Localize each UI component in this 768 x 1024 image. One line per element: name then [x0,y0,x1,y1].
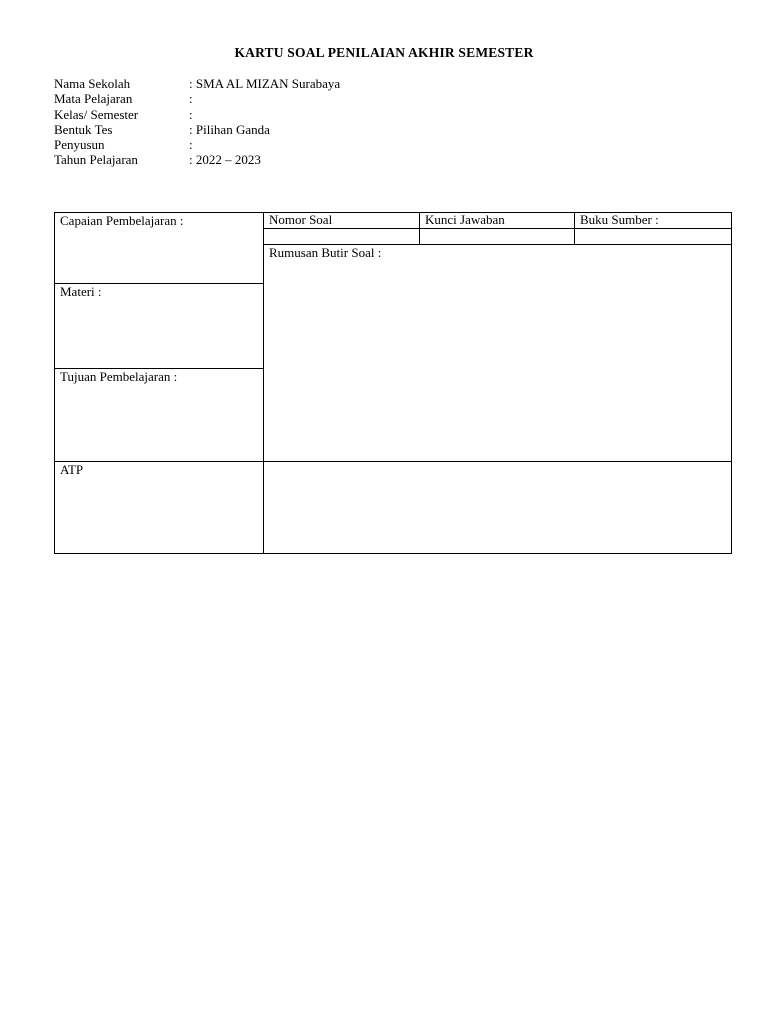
buku-sumber-value[interactable] [574,228,732,245]
atp-label: ATP [60,462,84,477]
tujuan-pembelajaran-label: Tujuan Pembelajaran : [60,369,178,384]
info-value: : 2022 – 2023 [189,152,261,168]
kunci-jawaban-label: Kunci Jawaban [425,212,505,227]
capaian-pembelajaran-cell [54,212,264,284]
header-info [54,76,340,168]
info-label: Nama Sekolah [54,76,131,91]
info-row-bentuk-tes [54,122,340,137]
info-row-mata-pelajaran [54,91,340,106]
nomor-soal-label: Nomor Soal [269,212,333,227]
question-card-table [54,212,732,554]
info-label: Penyusun [54,137,105,153]
materi-label: Materi : [60,284,102,299]
info-row-nama-sekolah [54,76,340,91]
info-label: Tahun Pelajaran [54,152,138,168]
capaian-pembelajaran-label: Capaian Pembelajaran : [60,213,184,228]
info-value: : Pilihan Ganda [189,121,270,137]
info-label: Bentuk Tes [54,121,113,137]
atp-content-cell[interactable] [263,461,732,554]
tujuan-pembelajaran-cell [54,368,264,462]
info-label: Kelas/ Semester [54,106,139,122]
info-row-penyusun [54,137,340,152]
info-row-tahun-pelajaran [54,152,340,167]
kunci-jawaban-header [419,212,575,229]
buku-sumber-label: Buku Sumber : [580,212,659,227]
kunci-jawaban-value[interactable] [419,228,575,245]
info-value: : [189,91,193,107]
rumusan-butir-soal-cell[interactable] [263,244,732,462]
info-row-kelas-semester [54,107,340,122]
info-value: : [189,137,193,153]
nomor-soal-header [263,212,420,229]
buku-sumber-header [574,212,732,229]
rumusan-butir-soal-label: Rumusan Butir Soal : [269,245,382,260]
document-title: KARTU SOAL PENILAIAN AKHIR SEMESTER [234,45,534,60]
materi-cell [54,283,264,369]
atp-cell [54,461,264,554]
info-label: Mata Pelajaran [54,91,133,107]
nomor-soal-value[interactable] [263,228,420,245]
info-value: : SMA AL MIZAN Surabaya [189,76,341,91]
info-value: : [189,106,193,122]
